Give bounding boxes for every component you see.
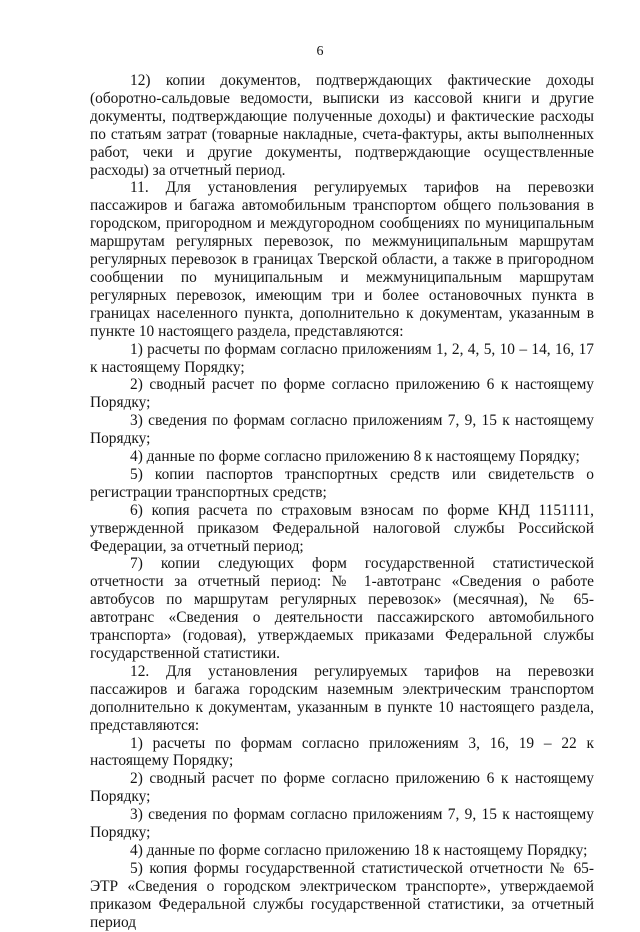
document-body xyxy=(90,72,594,932)
paragraph-section-11-item-5: 5) копии паспортов транспортных средств или свидетельств о регистрации транспортных средств; xyxy=(90,465,594,501)
paragraph-section-11-item-7: 7) копии следующих форм государственной статистической отчетности за отчетный период: № 1-автотранс «Сведения о работе автобусов по маршрутам регулярных перевозок» (месячная), № 65-автотранс «Сведения о деятельности пассажирского автомобильного транспорта» (годовая), утверждаемых приказами Федеральной службы государственной статистики. xyxy=(90,555,594,662)
paragraph-section-12-item-1: 1) расчеты по формам согласно приложениям 3, 16, 19 – 22 к настоящему Порядку; xyxy=(90,734,594,770)
paragraph-item-12-copies-of-documents: 12) копии документов, подтверждающих фактические доходы (оборотно-сальдовые ведомости, выписки из кассовой книги и другие документы, подтверждающие полученные доходы) и фактические расходы по статьям затрат (товарные накладные, счета-фактуры, акты выполненных работ, чеки и другие документы, подтверждающие осуществленные расходы) за отчетный период. xyxy=(90,72,594,179)
paragraph-section-11-item-4: 4) данные по форме согласно приложению 8 к настоящему Порядку; xyxy=(130,448,580,466)
paragraph-section-11-item-2: 2) сводный расчет по форме согласно приложению 6 к настоящему Порядку; xyxy=(90,376,594,412)
paragraph-section-11-item-6: 6) копия расчета по страховым взносам по форме КНД 1151111, утвержденной приказом Федеральной налоговой службы Российской Федерации, за отчетный период; xyxy=(90,501,594,555)
paragraph-section-12-item-4: 4) данные по форме согласно приложению 18 к настоящему Порядку; xyxy=(130,841,588,859)
paragraph-section-11: 11. Для установления регулируемых тарифов на перевозки пассажиров и багажа автомобильным транспортом общего пользования в городском, пригородном и междугородном сообщениях по муниципальным маршрутам регулярных перевозок, по межмуниципальным маршрутам регулярных перевозок в границах Тверской области, а также в пригородном сообщении по муниципальным и межмуниципальным маршрутам регулярных перевозок, имеющим три и более остановочных пункта в границах населенного пункта, дополнительно к документам, указанным в пункте 10 настоящего раздела, представляются: xyxy=(90,179,594,340)
page-number: 6 xyxy=(316,44,324,59)
paragraph-section-12-item-5: 5) копия формы государственной статистической отчетности № 65-ЭТР «Сведения о городском электрическом транспорте», утверждаемой приказом Федеральной службы государственной статистики, за отчетный период xyxy=(90,859,594,931)
paragraph-section-12: 12. Для установления регулируемых тарифов на перевозки пассажиров и багажа городским наземным электрическим транспортом дополнительно к документам, указанным в пункте 10 настоящего раздела, представляются: xyxy=(90,662,594,734)
paragraph-section-11-item-3: 3) сведения по формам согласно приложениям 7, 9, 15 к настоящему Порядку; xyxy=(90,412,594,448)
paragraph-section-12-item-2: 2) сводный расчет по форме согласно приложению 6 к настоящему Порядку; xyxy=(90,770,594,806)
paragraph-section-12-item-3: 3) сведения по формам согласно приложениям 7, 9, 15 к настоящему Порядку; xyxy=(90,806,594,842)
paragraph-section-11-item-1: 1) расчеты по формам согласно приложениям 1, 2, 4, 5, 10 – 14, 16, 17 к настоящему Порядку; xyxy=(90,340,594,376)
